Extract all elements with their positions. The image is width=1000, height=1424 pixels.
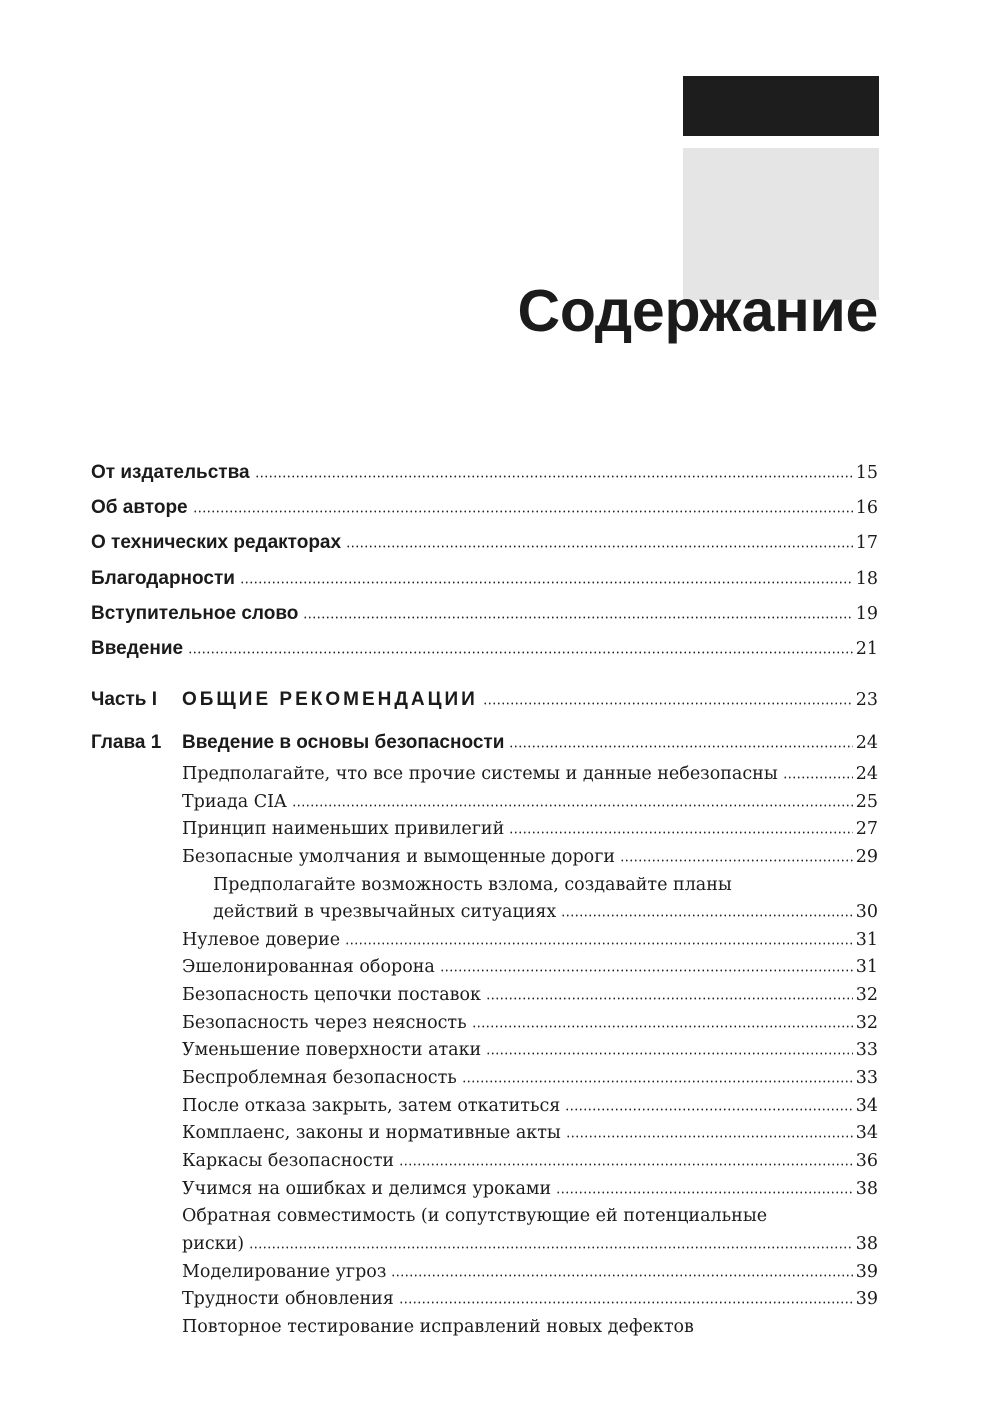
section-entry <box>182 954 878 982</box>
section-entry <box>182 789 878 817</box>
dot-leader <box>345 942 853 945</box>
section-entry <box>182 927 878 955</box>
dot-leader <box>509 831 852 834</box>
part-label: Часть I <box>91 689 158 710</box>
section-entry <box>182 1037 878 1065</box>
dot-leader <box>561 914 852 917</box>
subsection-page: 30 <box>855 902 878 923</box>
section-title: Триада CIA <box>182 791 287 812</box>
dot-leader <box>566 1135 853 1138</box>
chapter-sections-list <box>182 761 878 1341</box>
dot-leader <box>565 1108 852 1111</box>
part-title: ОБЩИЕ РЕКОМЕНДАЦИИ <box>182 689 478 710</box>
section-title: После отказа закрыть, затем откатиться <box>182 1095 561 1116</box>
section-page: 33 <box>855 1068 878 1089</box>
chapter-page: 24 <box>855 733 878 753</box>
section-page: 39 <box>855 1289 878 1310</box>
section-page: 33 <box>855 1040 878 1061</box>
dot-leader <box>462 1080 853 1083</box>
toc-entry-page: 15 <box>855 463 878 483</box>
part-entry <box>91 682 878 718</box>
section-page: 38 <box>855 1178 878 1199</box>
section-title: Повторное тестирование исправлений новых дефектов <box>182 1316 694 1337</box>
dot-leader <box>240 581 853 584</box>
toc-entry-title: Введение <box>91 637 184 659</box>
section-title: Учимся на ошибках и делимся уроками <box>182 1178 552 1199</box>
dot-leader <box>255 475 853 478</box>
dot-leader <box>249 1246 853 1249</box>
section-entry <box>182 1065 878 1093</box>
section-entry <box>182 1010 878 1038</box>
toc-entry-title: О технических редакторах <box>91 532 342 554</box>
section-page: 25 <box>855 791 878 812</box>
section-title: Принцип наименьших привилегий <box>182 819 505 840</box>
section-title-line <box>182 1231 878 1259</box>
section-title: Уменьшение поверхности атаки <box>182 1040 482 1061</box>
section-entry <box>182 1259 878 1287</box>
section-title-line <box>182 1203 878 1231</box>
section-page: 24 <box>855 764 878 784</box>
section-title: Моделирование угроз <box>182 1261 387 1282</box>
section-page: 31 <box>855 957 878 978</box>
dot-leader <box>620 859 853 862</box>
dot-leader <box>486 997 853 1000</box>
toc-entry-title: Вступительное слово <box>91 602 299 624</box>
chapter-label: Глава 1 <box>91 732 162 753</box>
subsection-title-line <box>213 872 878 900</box>
dot-leader <box>440 969 853 972</box>
section-title: Трудности обновления <box>182 1289 394 1310</box>
toc-entry-title: Благодарности <box>91 567 235 589</box>
toc-entry <box>91 490 878 525</box>
section-title: Предполагайте, что все прочие системы и данные небезопасны <box>182 764 778 784</box>
section-title-part: Обратная совместимость (и сопутствующие ей потенциальные <box>182 1206 768 1227</box>
section-title: Безопасные умолчания и вымощенные дороги <box>182 846 616 867</box>
toc-entry <box>91 596 878 631</box>
subsection-title-part: Предполагайте возможность взлома, создавайте планы <box>213 874 732 895</box>
section-entry <box>182 1120 878 1148</box>
section-page: 32 <box>855 985 878 1006</box>
toc-entry <box>91 525 878 560</box>
section-entry <box>182 844 878 872</box>
dot-leader <box>399 1301 853 1304</box>
section-page: 36 <box>855 1150 878 1171</box>
section-title: Нулевое доверие <box>182 929 341 950</box>
section-entry <box>182 1176 878 1204</box>
subsection-title-part: действий в чрезвычайных ситуациях <box>213 902 557 923</box>
toc-entry-page: 18 <box>855 568 878 589</box>
dot-leader <box>556 1191 853 1194</box>
toc-entry-page: 16 <box>855 498 878 519</box>
section-title: Эшелонированная оборона <box>182 957 435 978</box>
section-page: 32 <box>855 1012 878 1033</box>
section-page: 29 <box>855 846 878 867</box>
subsection-entry <box>182 872 878 927</box>
section-entry <box>182 1093 878 1121</box>
toc-entry-page: 19 <box>855 603 878 624</box>
section-title-part: риски) <box>182 1233 245 1254</box>
dot-leader <box>346 545 853 548</box>
section-title: Каркасы безопасности <box>182 1150 395 1171</box>
toc-entry-page: 17 <box>855 533 878 554</box>
chapter-title: Введение в основы безопасности <box>182 732 505 753</box>
section-page: 34 <box>855 1095 878 1116</box>
subsection-title-line <box>213 899 878 927</box>
front-matter-list <box>91 455 878 666</box>
section-entry <box>182 982 878 1010</box>
toc-entry-title: От издательства <box>91 462 250 483</box>
chapter-entry <box>91 725 878 761</box>
section-title: Беспроблемная безопасность <box>182 1068 457 1089</box>
toc-entry <box>91 455 878 490</box>
toc-entry-page: 21 <box>855 638 878 659</box>
dot-leader <box>193 510 853 513</box>
section-title: Комплаенс, законы и нормативные акты <box>182 1123 561 1144</box>
dot-leader <box>509 745 852 748</box>
toc-entry-title: Об авторе <box>91 497 188 519</box>
header-black-block <box>683 76 879 136</box>
section-entry <box>182 1286 878 1314</box>
section-page: 34 <box>855 1123 878 1144</box>
dot-leader <box>188 651 853 654</box>
section-title: Безопасность через неясность <box>182 1012 467 1033</box>
dot-leader <box>303 616 852 619</box>
section-page: 38 <box>855 1233 878 1254</box>
part-page: 23 <box>855 690 878 710</box>
section-entry <box>182 816 878 844</box>
section-entry <box>182 1148 878 1176</box>
section-entry <box>182 1314 878 1342</box>
section-entry <box>182 1203 878 1258</box>
page-title: Содержание <box>517 278 878 344</box>
section-title: Безопасность цепочки поставок <box>182 985 481 1006</box>
toc-entry <box>91 561 878 596</box>
dot-leader <box>472 1025 853 1028</box>
dot-leader <box>391 1274 852 1277</box>
dot-leader <box>483 702 853 705</box>
section-page: 39 <box>855 1261 878 1282</box>
dot-leader <box>486 1052 853 1055</box>
section-page: 27 <box>855 819 878 840</box>
section-entry <box>182 761 878 789</box>
toc-entry <box>91 631 878 666</box>
dot-leader <box>399 1163 853 1166</box>
dot-leader <box>783 776 853 779</box>
dot-leader <box>292 804 853 807</box>
section-page: 31 <box>855 929 878 950</box>
